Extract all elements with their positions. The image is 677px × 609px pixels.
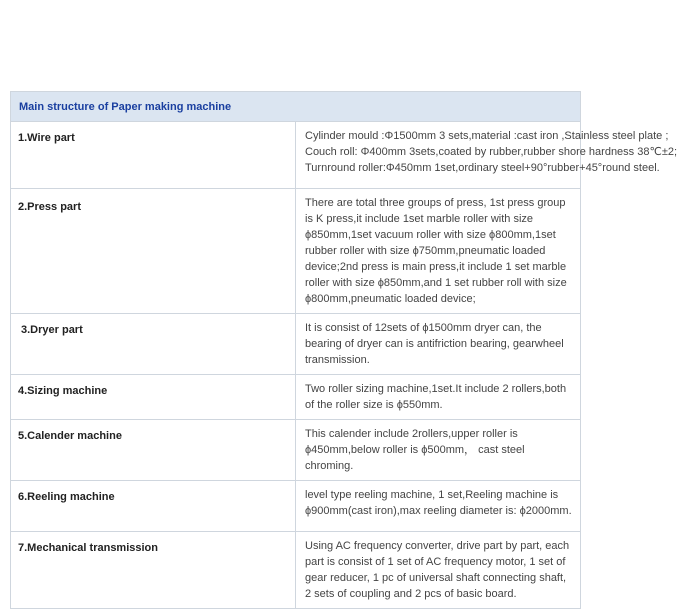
description-line: Couch roll: Φ400mm 3sets,coated by rubber,rubber shore hardness 38℃±2;	[305, 146, 677, 158]
table-row-dryer-part	[11, 314, 581, 375]
row-description	[296, 122, 677, 189]
row-label: 2.Press part	[11, 189, 296, 314]
row-label: 6.Reeling machine	[11, 481, 296, 532]
table-title: Main structure of Paper making machine	[11, 92, 581, 122]
row-description: level type reeling machine, 1 set,Reeling machine is ϕ900mm(cast iron),max reeling diameter is: ϕ2000mm.	[296, 481, 581, 532]
row-description: There are total three groups of press, 1st press group is K press,it include 1set marble roller with size ϕ850mm,1set vacuum roller with size ϕ800mm,1set rubber roller with size ϕ750mm,pneumatic loaded device;2nd press is main press,it include 1 set marble roller with size ϕ850mm,and 1 set rubber roll with size ϕ800mm,pneumatic loaded device;	[296, 189, 581, 314]
table-row-calender-machine	[11, 420, 581, 481]
row-label: 1.Wire part	[11, 122, 296, 189]
description-line: Cylinder mould :Φ1500mm 3 sets,material :cast iron ,Stainless steel plate ;	[305, 130, 669, 142]
row-description: Using AC frequency converter, drive part by part, each part is consist of 1 set of AC frequency motor, 1 set of gear reducer, 1 pc of universal shaft connecting shaft, 2 sets of coupling and 2 pcs of basic board.	[296, 532, 581, 609]
table-header-row	[11, 92, 581, 122]
row-label: 7.Mechanical transmission	[11, 532, 296, 609]
table-row-sizing-machine	[11, 375, 581, 420]
table-row-press-part	[11, 189, 581, 314]
table-row-mechanical-transmission	[11, 532, 581, 609]
table-row-wire-part	[11, 122, 581, 189]
table-row-reeling-machine	[11, 481, 581, 532]
row-label: 4.Sizing machine	[11, 375, 296, 420]
row-description: Two roller sizing machine,1set.It include 2 rollers,both of the roller size is ϕ550mm.	[296, 375, 581, 420]
description-line: Turnround roller:Φ450mm 1set,ordinary steel+90°rubber+45°round steel.	[305, 162, 660, 174]
machine-structure-table	[10, 91, 677, 609]
row-description: It is consist of 12sets of ϕ1500mm dryer can, the bearing of dryer can is antifriction bearing, gearwheel transmission.	[296, 314, 581, 375]
row-label: 3.Dryer part	[11, 314, 296, 375]
row-label: 5.Calender machine	[11, 420, 296, 481]
row-description: This calender include 2rollers,upper roller is ϕ450mm,below roller is ϕ500mm， cast steel chroming.	[296, 420, 581, 481]
